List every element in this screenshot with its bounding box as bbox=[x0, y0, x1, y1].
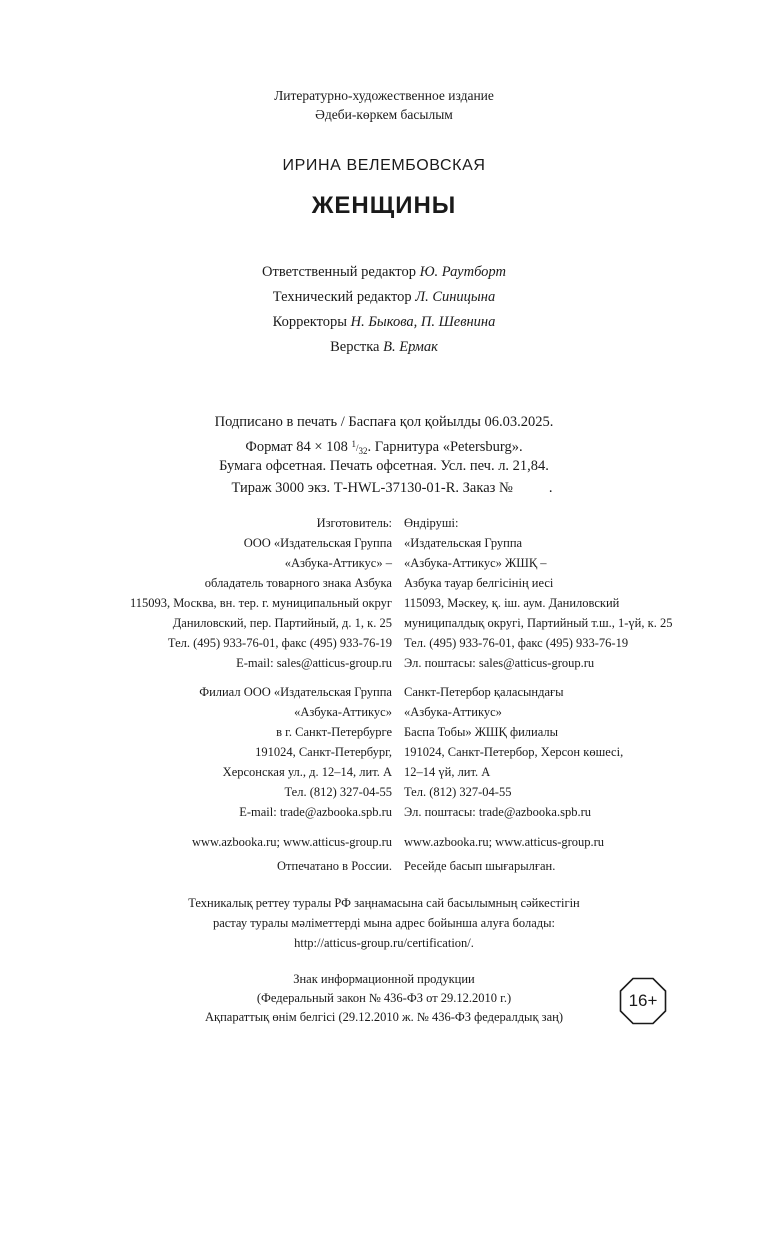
format-prefix: Формат 84 × 108 bbox=[245, 439, 352, 455]
info-sign-kazakh: Ақпараттық өнім белгісі (29.12.2010 ж. № 436-ФЗ федералдық заң) bbox=[205, 1010, 563, 1024]
printed-russian: Отпечатано в России. bbox=[277, 859, 392, 873]
author-name: ИРИНА ВЕЛЕМБОВСКАЯ bbox=[282, 157, 486, 174]
branch-line: 191024, Санкт-Петербург, bbox=[255, 745, 392, 759]
book-title: ЖЕНЩИНЫ bbox=[311, 192, 457, 219]
manufacturer-russian bbox=[130, 513, 392, 673]
print-signed: Подписано в печать / Баспаға қол қойылды 06.03.2025. bbox=[214, 414, 554, 430]
branch-russian bbox=[199, 682, 392, 822]
format-fraction: $^1/_{32}$ bbox=[351, 439, 368, 456]
manufacturer-line: обладатель товарного знака Азбука bbox=[204, 576, 392, 590]
manufacturer-line: Изготовитель: bbox=[316, 516, 392, 530]
credit-role: Корректоры bbox=[272, 314, 351, 330]
manufacturer-line: Даниловский, пер. Партийный, д. 1, к. 25 bbox=[172, 616, 392, 630]
branch-line: в г. Санкт-Петербурге bbox=[276, 725, 392, 739]
info-sign-law: (Федеральный закон № 436-ФЗ от 29.12.2010 г.) bbox=[256, 991, 512, 1005]
credit-layout bbox=[0, 335, 768, 359]
print-run-text: Тираж 3000 экз. Т-HWL-37130-01-R. Заказ № bbox=[231, 480, 513, 496]
branch-email: E-mail: trade@azbooka.spb.ru bbox=[239, 805, 392, 819]
manufacturer-line: ООО «Издательская Группа bbox=[243, 536, 392, 550]
edition-type-kazakh: Әдеби-көркем басылым bbox=[315, 107, 453, 122]
branch-line: Баспа Тобы» ЖШҚ филиалы bbox=[404, 725, 558, 739]
manufacturer-line: Тел. (495) 933-76-01, факс (495) 933-76-19 bbox=[404, 636, 629, 650]
print-paper: Бумага офсетная. Печать офсетная. Усл. печ. л. 21,84. bbox=[219, 458, 549, 474]
branch-email: Эл. поштасы: trade@azbooka.spb.ru bbox=[404, 805, 592, 819]
manufacturer-line: «Издательская Группа bbox=[404, 536, 523, 550]
branch-kazakh bbox=[404, 682, 623, 822]
credit-person: В. Ермак bbox=[383, 339, 438, 355]
credit-tech-editor bbox=[0, 285, 768, 309]
manufacturer-line: «Азбука-Аттикус» – bbox=[284, 556, 392, 570]
manufacturer-line: 115093, Москва, вн. тер. г. муниципальный округ bbox=[129, 596, 392, 610]
credit-person: Ю. Раутборт bbox=[419, 264, 506, 280]
branch-line: 12–14 үй, лит. А bbox=[404, 765, 491, 779]
manufacturer-line: 115093, Мәскеу, қ. іш. аум. Даниловский bbox=[404, 596, 620, 610]
manufacturer-email: E-mail: sales@atticus-group.ru bbox=[236, 656, 392, 670]
print-run: Тираж 3000 экз. Т-HWL-37130-01-R. Заказ № . bbox=[231, 480, 553, 496]
branch-line: Санкт-Петербор қаласындағы bbox=[404, 685, 564, 699]
certification-link[interactable]: http://atticus-group.ru/certification/. bbox=[294, 936, 474, 950]
manufacturer-line: муниципалдық округі, Партийный т.ш., 1-үй, к. 25 bbox=[404, 616, 673, 630]
branch-line: Тел. (812) 327-04-55 bbox=[284, 785, 392, 799]
branch-line: «Азбука-Аттикус» bbox=[404, 705, 502, 719]
credit-role: Технический редактор bbox=[272, 289, 416, 305]
manufacturer-line: Азбука тауар белгісінің иесі bbox=[404, 576, 554, 590]
printed-kazakh: Ресейде басып шығарылған. bbox=[404, 859, 556, 873]
branch-line: Филиал ООО «Издательская Группа bbox=[199, 685, 392, 699]
credit-person: Л. Синицына bbox=[415, 289, 496, 305]
branch-line: Херсонская ул., д. 12–14, лит. А bbox=[222, 765, 392, 779]
info-sign-title: Знак информационной продукции bbox=[293, 972, 475, 986]
age-rating-badge bbox=[619, 977, 667, 1025]
manufacturer-line: «Азбука-Аттикус» ЖШҚ – bbox=[404, 556, 547, 570]
manufacturer-kazakh bbox=[404, 513, 672, 673]
format-num: 1 bbox=[351, 439, 357, 449]
credit-person: Н. Быкова, П. Шевнина bbox=[350, 314, 496, 330]
credit-proofreaders bbox=[0, 310, 768, 334]
branch-line: «Азбука-Аттикус» bbox=[294, 705, 392, 719]
format-suffix: . Гарнитура «Petersburg». bbox=[367, 439, 523, 455]
branch-line: Тел. (812) 327-04-55 bbox=[404, 785, 512, 799]
age-rating-text: 16+ bbox=[628, 991, 658, 1010]
credit-role: Ответственный редактор bbox=[262, 264, 420, 280]
manufacturer-line: Өндіруші: bbox=[404, 516, 459, 530]
credit-editor bbox=[0, 260, 768, 284]
websites-russian[interactable]: www.azbooka.ru; www.atticus-group.ru bbox=[191, 835, 392, 849]
manufacturer-line: Тел. (495) 933-76-01, факс (495) 933-76-19 bbox=[167, 636, 392, 650]
manufacturer-email: Эл. поштасы: sales@atticus-group.ru bbox=[404, 656, 595, 670]
certification-line: растау туралы мәліметтерді мына адрес бойынша алуға болады: bbox=[212, 916, 556, 930]
certification-line: Техникалық реттеу туралы РФ заңнамасына сай басылымның сәйкестігін bbox=[188, 896, 580, 910]
websites-kazakh[interactable]: www.azbooka.ru; www.atticus-group.ru bbox=[404, 835, 605, 849]
format-den: 32 bbox=[358, 445, 368, 456]
branch-line: 191024, Санкт-Петербор, Херсон көшесі, bbox=[404, 745, 624, 759]
edition-type: Литературно-художественное издание bbox=[274, 88, 494, 103]
credit-role: Верстка bbox=[330, 339, 384, 355]
